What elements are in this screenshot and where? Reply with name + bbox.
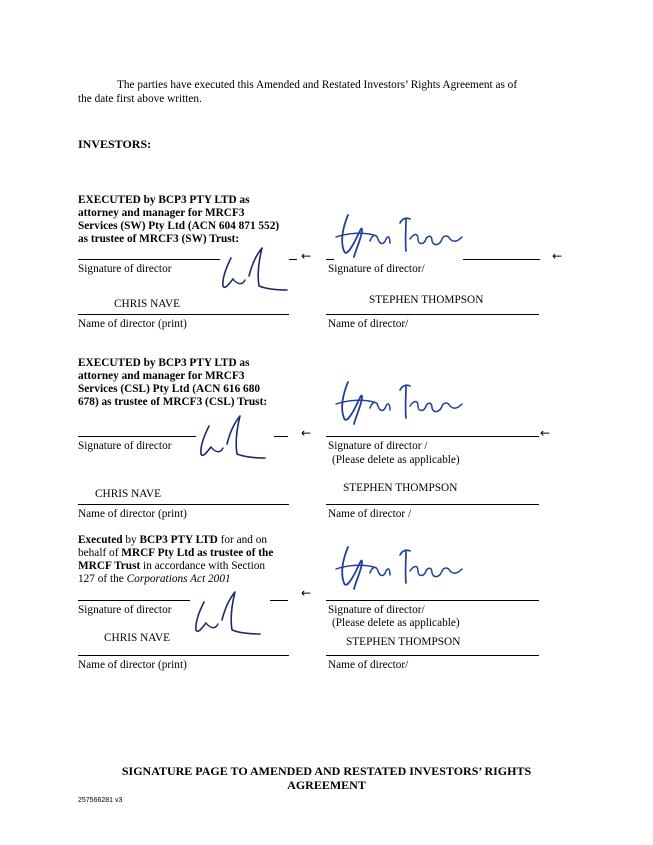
signature-label: Signature of director [78,604,172,616]
signature-line [78,600,190,601]
name-label: Name of director (print) [78,318,187,330]
director-name: CHRIS NAVE [114,298,181,310]
exec-line: EXECUTED by BCP3 PTY LTD as [78,194,250,206]
director-name: STEPHEN THOMPSON [346,636,461,648]
signature-stephen-thompson-icon [326,372,466,430]
signature-label: Signature of director / [328,440,428,452]
exec-line: 127 of the Corporations Act 2001 [78,573,231,585]
signature-line [326,600,539,601]
investors-heading: INVESTORS: [78,137,152,151]
signature-line [78,436,196,437]
name-label: Name of director / [328,508,412,520]
delete-note: (Please delete as applicable) [332,617,460,629]
director-name: CHRIS NAVE [95,488,162,500]
exec-line: behalf of MRCF Pty Ltd as trustee of the [78,547,274,559]
signature-stephen-thompson-icon [326,205,466,263]
name-line [78,314,289,315]
arrow-icon: ← [301,586,312,600]
name-line [326,655,539,656]
intro-line-1: The parties have executed this Amended and Restated Investors’ Rights Agreement as of [117,79,518,91]
arrow-icon: ← [552,249,563,263]
exec-line: 678) as trustee of MRCF3 (CSL) Trust: [78,396,268,408]
name-line [78,655,289,656]
signature-line [463,259,540,260]
signature-stephen-thompson-icon [326,537,466,595]
signature-line [78,259,220,260]
director-name: STEPHEN THOMPSON [369,294,484,306]
name-label: Name of director/ [328,659,409,671]
exec-line: as trustee of MRCF3 (SW) Trust: [78,233,240,245]
dash [289,259,297,260]
name-label: Name of director (print) [78,508,187,520]
signature-chris-nave-icon [193,412,273,462]
signature-label: Signature of director [78,263,172,275]
signature-label: Signature of director [78,440,172,452]
footer-title-line-1: SIGNATURE PAGE TO AMENDED AND RESTATED INVESTORS’ RIGHTS [121,764,532,778]
exec-line: attorney and manager for MRCF3 [78,207,245,219]
name-label: Name of director (print) [78,659,187,671]
director-name: CHRIS NAVE [104,632,171,644]
exec-line: Services (SW) Pty Ltd (ACN 604 871 552) [78,220,280,232]
signature-label: Signature of director/ [328,263,425,275]
signature-line [326,436,539,437]
name-label: Name of director/ [328,318,409,330]
name-line [78,504,289,505]
arrow-icon: ← [301,249,312,263]
dash [274,436,288,437]
dash [270,600,288,601]
exec-line: MRCF Trust in accordance with Section [78,560,266,572]
name-line [326,504,539,505]
name-line [326,314,539,315]
signature-label: Signature of director/ [328,604,425,616]
signature-chris-nave-icon [215,244,295,294]
footer-title-line-2: AGREEMENT [287,778,366,792]
exec-line: EXECUTED by BCP3 PTY LTD as [78,357,250,369]
arrow-icon: ← [301,426,312,440]
delete-note: (Please delete as applicable) [332,454,460,466]
document-id: 257566281 v3 [78,797,123,804]
exec-line: Executed by BCP3 PTY LTD for and on [78,534,268,546]
exec-line: Services (CSL) Pty Ltd (ACN 616 680 [78,383,260,395]
signature-chris-nave-icon [188,588,268,638]
exec-line: attorney and manager for MRCF3 [78,370,245,382]
director-name: STEPHEN THOMPSON [343,482,458,494]
dash [326,259,334,260]
intro-line-2: the date first above written. [78,93,202,105]
arrow-icon: ← [540,426,551,440]
